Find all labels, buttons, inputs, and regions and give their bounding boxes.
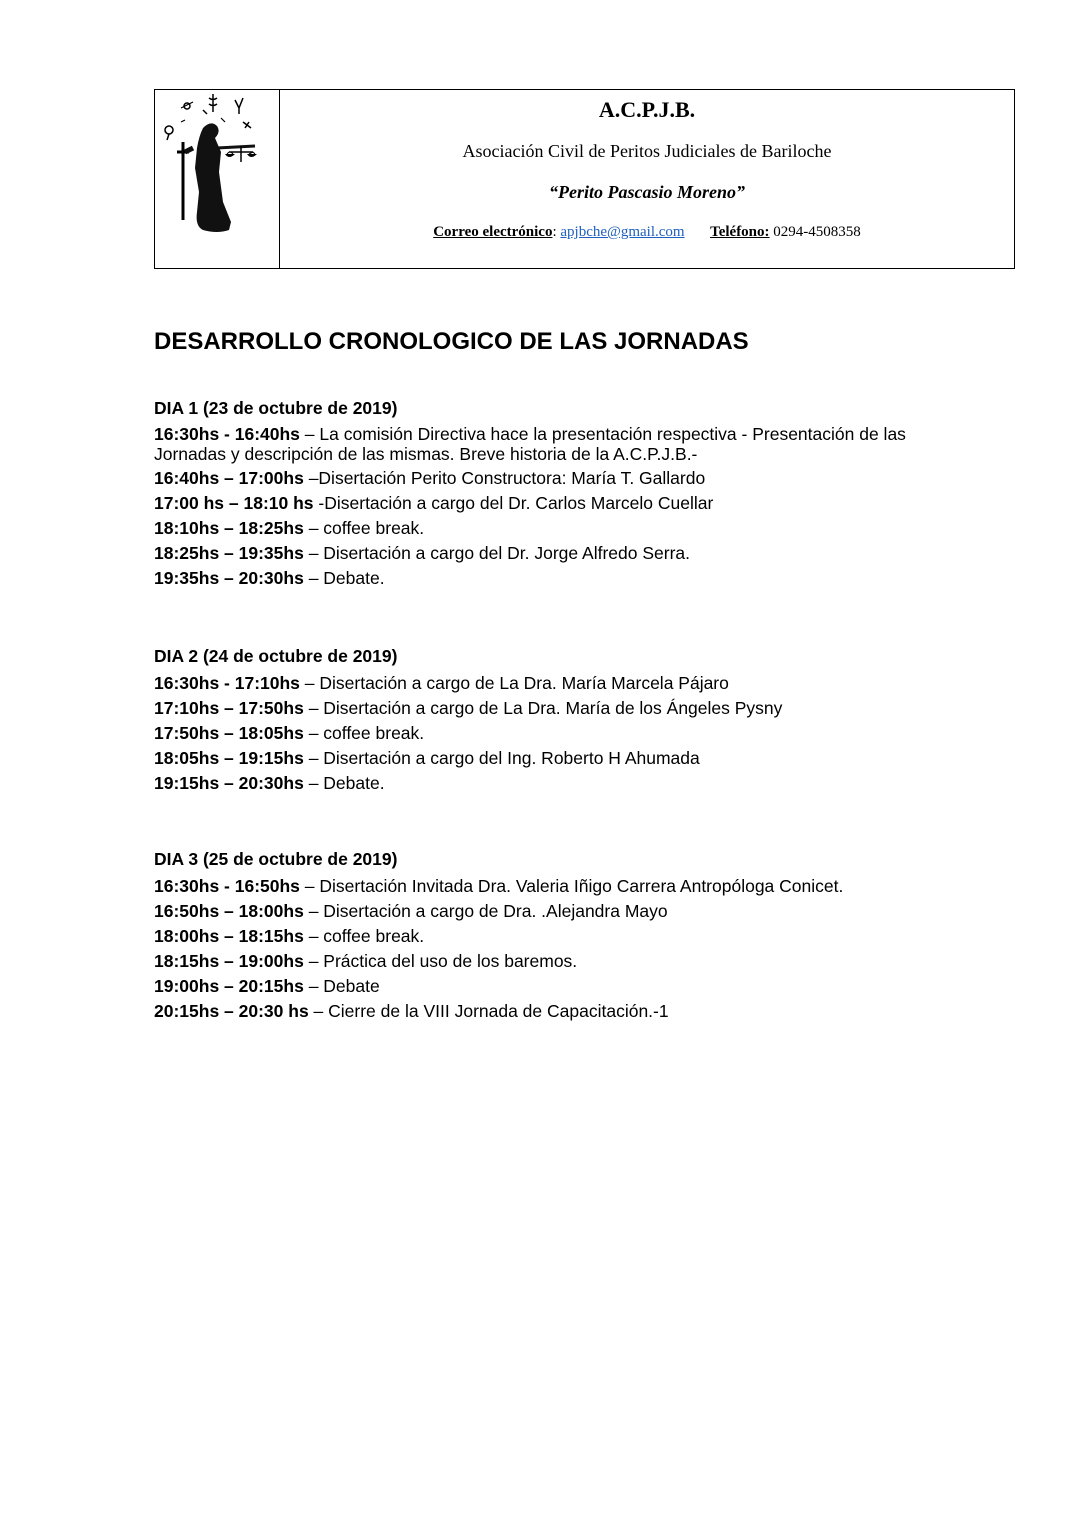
schedule-entry bbox=[154, 722, 954, 744]
entry-time: 18:25hs – 19:35hs bbox=[154, 543, 304, 563]
entry-text: – Práctica del uso de los baremos. bbox=[303, 951, 578, 971]
schedule-entry bbox=[154, 672, 954, 694]
day-1-block bbox=[154, 397, 954, 592]
entry-time: 18:10hs – 18:25hs bbox=[154, 518, 304, 538]
entry-text: – coffee break. bbox=[303, 723, 425, 743]
day-title: DIA 1 (23 de octubre de 2019) bbox=[154, 398, 398, 418]
entry-time: 17:10hs – 17:50hs bbox=[154, 698, 304, 718]
entry-time: 17:50hs – 18:05hs bbox=[154, 723, 304, 743]
schedule-entry bbox=[154, 542, 954, 564]
entry-text: – Debate. bbox=[303, 773, 385, 793]
org-acronym: A.C.P.J.B. bbox=[598, 97, 696, 122]
email-label: Correo electrónico bbox=[433, 224, 553, 240]
entry-time: 16:30hs - 16:50hs bbox=[154, 876, 300, 896]
entry-time: 16:40hs – 17:00hs bbox=[154, 468, 304, 488]
email-link[interactable]: apjbche@gmail.com bbox=[560, 224, 685, 240]
entry-time: 19:15hs – 20:30hs bbox=[154, 773, 304, 793]
schedule-entry bbox=[154, 424, 954, 464]
day-3-block bbox=[154, 848, 954, 1025]
entry-text: – Disertación Invitada Dra. Valeria Iñigo Carrera Antropóloga Conicet. bbox=[299, 876, 844, 896]
entry-time: 18:15hs – 19:00hs bbox=[154, 951, 304, 971]
entry-text: – Disertación a cargo del Dr. Jorge Alfredo Serra. bbox=[303, 543, 690, 563]
entry-time: 19:00hs – 20:15hs bbox=[154, 976, 304, 996]
entry-time: 17:00 hs – 18:10 hs bbox=[154, 493, 314, 513]
schedule-entry bbox=[154, 925, 954, 947]
justice-figure-logo bbox=[159, 92, 275, 264]
entry-text: – coffee break. bbox=[303, 926, 425, 946]
entry-time: 18:00hs – 18:15hs bbox=[154, 926, 304, 946]
schedule-entry bbox=[154, 950, 954, 972]
letterhead bbox=[154, 89, 1015, 269]
schedule-entry bbox=[154, 492, 954, 514]
entry-time: 16:50hs – 18:00hs bbox=[154, 901, 304, 921]
schedule-entry bbox=[154, 467, 954, 489]
schedule-entry bbox=[154, 772, 954, 794]
entry-text: – Debate bbox=[303, 976, 380, 996]
phone-label: Teléfono: bbox=[710, 224, 770, 240]
schedule-entry bbox=[154, 517, 954, 539]
org-name: Asociación Civil de Peritos Judiciales de Bariloche bbox=[462, 141, 832, 161]
contact-line bbox=[280, 224, 1014, 241]
entry-time: 19:35hs – 20:30hs bbox=[154, 568, 304, 588]
entry-text: – Debate. bbox=[303, 568, 385, 588]
day-title: DIA 2 (24 de octubre de 2019) bbox=[154, 646, 398, 666]
entry-text: – Cierre de la VIII Jornada de Capacitación.-1 bbox=[308, 1001, 669, 1021]
entry-text: -Disertación a cargo del Dr. Carlos Marcelo Cuellar bbox=[313, 493, 714, 513]
entry-text: – Disertación a cargo del Ing. Roberto H Ahumada bbox=[303, 748, 700, 768]
logo-cell bbox=[155, 90, 280, 268]
schedule-entry bbox=[154, 975, 954, 997]
entry-time: 20:15hs – 20:30 hs bbox=[154, 1001, 309, 1021]
entry-text: – coffee break. bbox=[303, 518, 425, 538]
schedule-entry bbox=[154, 567, 954, 589]
entry-time: 16:30hs - 17:10hs bbox=[154, 673, 300, 693]
entry-time: 16:30hs - 16:40hs bbox=[154, 424, 300, 444]
org-motto: “Perito Pascasio Moreno” bbox=[549, 182, 745, 202]
letterhead-info bbox=[280, 90, 1014, 268]
entry-text: – La comisión Directiva hace la presentación respectiva - Presentación de las Jornadas y descripción de las mismas. Breve historia de la A.C.P.J.B.- bbox=[154, 424, 906, 464]
document-title: DESARROLLO CRONOLOGICO DE LAS JORNADAS bbox=[154, 328, 749, 355]
entry-time: 18:05hs – 19:15hs bbox=[154, 748, 304, 768]
schedule-entry bbox=[154, 900, 954, 922]
entry-text: – Disertación a cargo de Dra. .Alejandra Mayo bbox=[303, 901, 668, 921]
entry-text: – Disertación a cargo de La Dra. María de los Ángeles Pysny bbox=[303, 698, 783, 718]
schedule-entry bbox=[154, 747, 954, 769]
schedule-entry bbox=[154, 1000, 954, 1022]
day-2-block bbox=[154, 645, 954, 797]
phone-number: 0294-4508358 bbox=[773, 224, 861, 240]
day-title: DIA 3 (25 de octubre de 2019) bbox=[154, 849, 398, 869]
entry-text: – Disertación a cargo de La Dra. María Marcela Pájaro bbox=[299, 673, 729, 693]
schedule-entry bbox=[154, 697, 954, 719]
schedule-entry bbox=[154, 875, 954, 897]
email-colon: : bbox=[552, 224, 557, 240]
entry-text: –Disertación Perito Constructora: María T. Gallardo bbox=[303, 468, 706, 488]
